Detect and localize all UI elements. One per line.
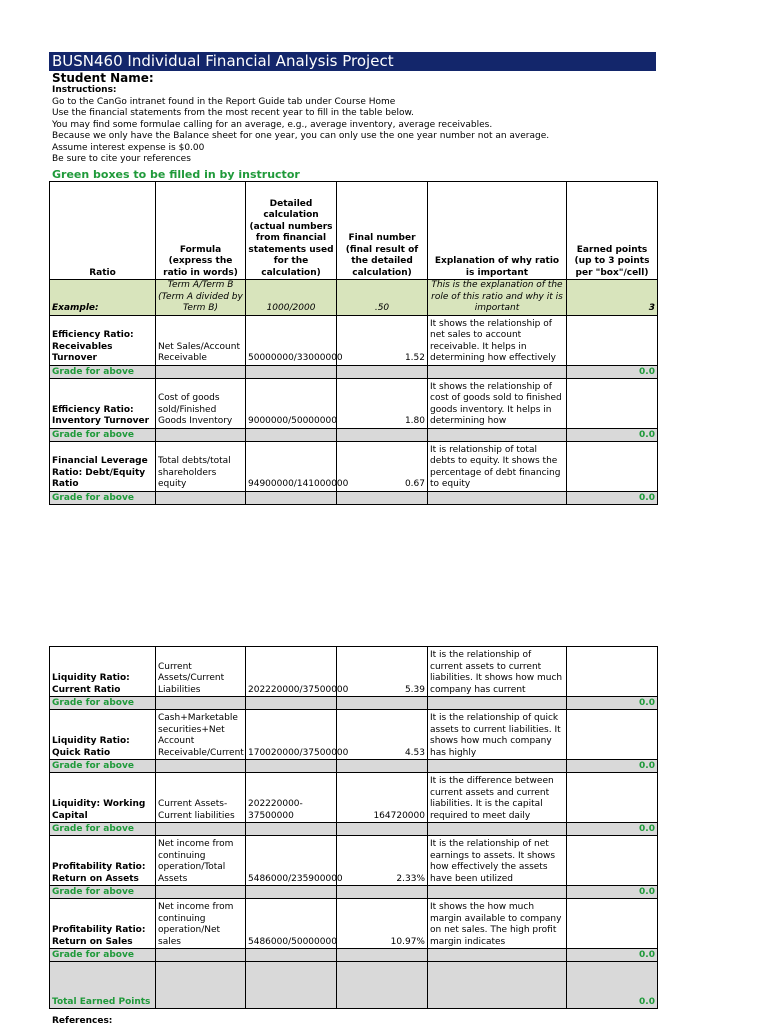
grade-empty (337, 365, 428, 378)
grade-row (50, 697, 658, 710)
table-row (50, 378, 658, 428)
explanation-cell[interactable]: It is the difference between current assets and current liabilities. It is the capital required to meet daily (428, 773, 567, 823)
grade-empty (156, 491, 246, 504)
final-cell[interactable]: 0.67 (337, 441, 428, 491)
points-cell[interactable] (567, 378, 658, 428)
grade-row (50, 760, 658, 773)
grade-label: Grade for above (50, 823, 156, 836)
points-cell[interactable] (567, 710, 658, 760)
grade-row (50, 365, 658, 378)
instruction-line: You may find some formulae calling for an average, e.g., average inventory, average receivables. (52, 119, 493, 130)
grade-label: Grade for above (50, 760, 156, 773)
ratio-cell[interactable]: Financial Leverage Ratio: Debt/Equity Ratio (50, 441, 156, 491)
explanation-cell[interactable]: It is relationship of total debts to equity. It shows the percentage of debt financing to equity (428, 441, 567, 491)
page-title: BUSN460 Individual Financial Analysis Project (49, 52, 656, 71)
explanation-cell[interactable]: It is the relationship of quick assets to current liabilities. It shows how much company has highly (428, 710, 567, 760)
grade-empty (156, 949, 246, 962)
final-cell[interactable]: 4.53 (337, 710, 428, 760)
ratio-cell[interactable]: Profitability Ratio: Return on Sales (50, 899, 156, 949)
grade-empty (428, 760, 567, 773)
grade-label: Grade for above (50, 697, 156, 710)
formula-cell[interactable]: Net income from continuing operation/Net sales (156, 899, 246, 949)
grade-empty (156, 886, 246, 899)
example-points[interactable]: 3 (567, 280, 658, 316)
final-cell[interactable]: 10.97% (337, 899, 428, 949)
final-cell[interactable]: 1.52 (337, 315, 428, 365)
points-cell[interactable] (567, 773, 658, 823)
header-row (50, 182, 658, 280)
example-final[interactable]: .50 (337, 280, 428, 316)
instruction-line: Use the financial statements from the most recent year to fill in the table below. (52, 108, 414, 118)
calc-cell[interactable]: 202220000/37500000 (246, 647, 337, 697)
header-ratio: Ratio (50, 182, 156, 280)
student-name-label: Student Name: (52, 71, 154, 85)
points-cell[interactable] (567, 315, 658, 365)
explanation-cell[interactable]: It shows the how much margin available to company on net sales. The high profit margin indicates (428, 899, 567, 949)
grade-label: Grade for above (50, 949, 156, 962)
formula-cell[interactable]: Total debts/total shareholders equity (156, 441, 246, 491)
example-ratio[interactable]: Example: (50, 280, 156, 316)
example-formula[interactable]: Term A/Term B (Term A divided by Term B) (156, 280, 246, 316)
instructions-heading: Instructions: (52, 85, 117, 95)
example-row (50, 280, 658, 316)
grade-points[interactable]: 0.0 (567, 760, 658, 773)
grade-empty (156, 428, 246, 441)
points-cell[interactable] (567, 441, 658, 491)
grade-label: Grade for above (50, 365, 156, 378)
final-cell[interactable]: 1.80 (337, 378, 428, 428)
total-empty (428, 962, 567, 1009)
formula-cell[interactable]: Current Assets- Current liabilities (156, 773, 246, 823)
grade-empty (428, 491, 567, 504)
explanation-cell[interactable]: It is the relationship of net earnings to assets. It shows how effectively the assets have been utilized (428, 836, 567, 886)
formula-cell[interactable]: Net income from continuing operation/Total Assets (156, 836, 246, 886)
grade-points[interactable]: 0.0 (567, 428, 658, 441)
formula-cell[interactable]: Current Assets/Current Liabilities (156, 647, 246, 697)
grade-empty (246, 428, 337, 441)
grade-empty (337, 886, 428, 899)
total-row (50, 962, 658, 1009)
grade-points[interactable]: 0.0 (567, 886, 658, 899)
grade-empty (246, 886, 337, 899)
total-label: Total Earned Points (50, 962, 156, 1009)
grade-empty (337, 491, 428, 504)
ratio-cell[interactable]: Efficiency Ratio: Receivables Turnover (50, 315, 156, 365)
grade-empty (337, 697, 428, 710)
final-cell[interactable]: 2.33% (337, 836, 428, 886)
grade-label: Grade for above (50, 428, 156, 441)
points-cell[interactable] (567, 899, 658, 949)
grade-empty (337, 949, 428, 962)
formula-cell[interactable]: Cash+Marketable securities+Net Account Receivable/Current (156, 710, 246, 760)
grade-row (50, 823, 658, 836)
grade-empty (246, 823, 337, 836)
table-row (50, 836, 658, 886)
table-row (50, 710, 658, 760)
total-empty (156, 962, 246, 1009)
instructor-note: Green boxes to be filled in by instructor (52, 168, 300, 181)
calc-cell[interactable]: 50000000/33000000 (246, 315, 337, 365)
calc-cell[interactable]: 9000000/50000000 (246, 378, 337, 428)
grade-row (50, 491, 658, 504)
grade-points[interactable]: 0.0 (567, 697, 658, 710)
grade-label: Grade for above (50, 886, 156, 899)
calc-cell[interactable]: 5486000/50000000 (246, 899, 337, 949)
ratio-table-top (49, 181, 658, 505)
formula-cell[interactable]: Net Sales/Account Receivable (156, 315, 246, 365)
explanation-cell[interactable]: It is the relationship of current assets to current liabilities. It shows how much company has current (428, 647, 567, 697)
example-calc[interactable]: 1000/2000 (246, 280, 337, 316)
explanation-cell[interactable]: It shows the relationship of cost of goods sold to finished goods inventory. It helps in determining how (428, 378, 567, 428)
total-empty (337, 962, 428, 1009)
grade-empty (428, 428, 567, 441)
example-explanation[interactable]: This is the explanation of the role of this ratio and why it is important (428, 280, 567, 316)
final-cell[interactable]: 164720000 (337, 773, 428, 823)
grade-empty (428, 949, 567, 962)
grade-empty (428, 365, 567, 378)
ratio-cell[interactable]: Liquidity: Working Capital (50, 773, 156, 823)
grade-row (50, 949, 658, 962)
final-cell[interactable]: 5.39 (337, 647, 428, 697)
grade-row (50, 886, 658, 899)
table-row (50, 773, 658, 823)
points-cell[interactable] (567, 647, 658, 697)
header-calculation: Detailed calculation (actual numbers from financial statements used for the calculation) (246, 182, 337, 280)
calc-cell[interactable]: 170020000/37500000 (246, 710, 337, 760)
references-label: References: (52, 1016, 113, 1026)
header-earned-points: Earned points (up to 3 points per "box"/cell) (567, 182, 658, 280)
instruction-line: Go to the CanGo intranet found in the Report Guide tab under Course Home (52, 96, 396, 107)
ratio-cell[interactable]: Profitability Ratio: Return on Assets (50, 836, 156, 886)
grade-empty (156, 823, 246, 836)
explanation-cell[interactable]: It shows the relationship of net sales to account receivable. It helps in determining how effectively (428, 315, 567, 365)
ratio-table-bottom (49, 646, 658, 1009)
grade-empty (246, 949, 337, 962)
instruction-line: Assume interest expense is $0.00 (52, 142, 205, 153)
grade-points[interactable]: 0.0 (567, 491, 658, 504)
grade-points[interactable]: 0.0 (567, 365, 658, 378)
grade-empty (246, 491, 337, 504)
points-cell[interactable] (567, 836, 658, 886)
grade-empty (337, 760, 428, 773)
table-row (50, 315, 658, 365)
grade-empty (246, 365, 337, 378)
calc-cell[interactable]: 202220000-37500000 (246, 773, 337, 823)
grade-points[interactable]: 0.0 (567, 823, 658, 836)
grade-label: Grade for above (50, 491, 156, 504)
instructions (52, 85, 549, 166)
formula-cell[interactable]: Cost of goods sold/Finished Goods Inventory (156, 378, 246, 428)
grade-empty (156, 760, 246, 773)
grade-empty (337, 823, 428, 836)
grade-empty (428, 697, 567, 710)
ratio-cell[interactable]: Efficiency Ratio: Inventory Turnover (50, 378, 156, 428)
grade-empty (428, 823, 567, 836)
header-final-number: Final number (final result of the detailed calculation) (337, 182, 428, 280)
header-formula: Formula (express the ratio in words) (156, 182, 246, 280)
instruction-line: Because we only have the Balance sheet for one year, you can only use the one year number not an average. (52, 131, 550, 141)
grade-empty (337, 428, 428, 441)
grade-empty (156, 697, 246, 710)
calc-cell[interactable]: 5486000/235900000 (246, 836, 337, 886)
grade-points[interactable]: 0.0 (567, 949, 658, 962)
calc-cell[interactable]: 94900000/141000000 (246, 441, 337, 491)
total-empty (246, 962, 337, 1009)
grade-row (50, 428, 658, 441)
header-explanation: Explanation of why ratio is important (428, 182, 567, 280)
ratio-cell[interactable]: Liquidity Ratio: Quick Ratio (50, 710, 156, 760)
ratio-cell[interactable]: Liquidity Ratio: Current Ratio (50, 647, 156, 697)
table-row (50, 899, 658, 949)
total-points[interactable]: 0.0 (567, 962, 658, 1009)
table-row (50, 441, 658, 491)
table-row (50, 647, 658, 697)
instruction-line: Be sure to cite your references (52, 154, 191, 164)
grade-empty (428, 886, 567, 899)
grade-empty (156, 365, 246, 378)
grade-empty (246, 697, 337, 710)
grade-empty (246, 760, 337, 773)
